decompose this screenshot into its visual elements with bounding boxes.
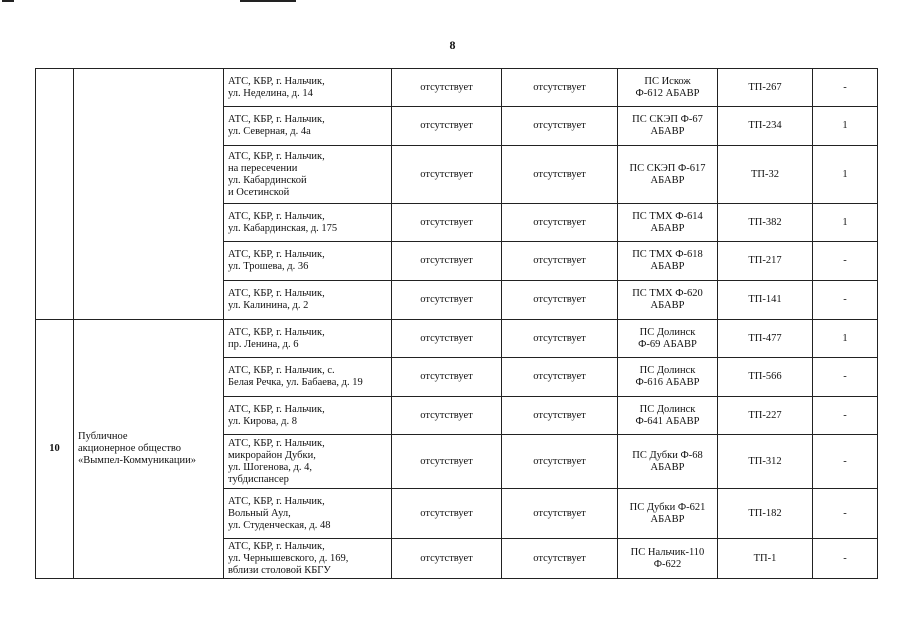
transformer-cell: ТП-227 bbox=[718, 397, 813, 435]
cell-line: ул. Чернышевского, д. 169, bbox=[228, 552, 349, 564]
address-cell bbox=[224, 489, 392, 539]
cell-line: ПС Дубки Ф-68 bbox=[632, 449, 703, 461]
status-cell: отсутствует bbox=[392, 146, 502, 204]
cell-line: АБАВР bbox=[650, 222, 685, 234]
cell-line: ПС ТМХ Ф-618 bbox=[632, 249, 703, 260]
cell-line: Ф-616 АБАВР bbox=[635, 377, 700, 388]
status-cell: отсутствует bbox=[502, 281, 618, 320]
status-cell: отсутствует bbox=[392, 107, 502, 146]
transformer-cell: ТП-267 bbox=[718, 69, 813, 107]
cell-line: Ф-612 АБАВР bbox=[635, 87, 700, 99]
transformer-cell: ТП-312 bbox=[718, 435, 813, 489]
cell-line: вблизи столовой КБГУ bbox=[228, 564, 331, 576]
status-cell: отсутствует bbox=[502, 146, 618, 204]
cell-line: Вольный Аул, bbox=[228, 507, 291, 519]
quantity-cell: 1 bbox=[813, 204, 878, 242]
cell-line: ПС Долинск bbox=[639, 403, 696, 415]
scan-mark-left bbox=[2, 0, 14, 2]
status-cell: отсутствует bbox=[392, 281, 502, 320]
address-cell bbox=[224, 435, 392, 489]
status-cell: отсутствует bbox=[502, 242, 618, 281]
address-cell bbox=[224, 539, 392, 579]
document-table bbox=[35, 68, 878, 579]
cell-line: и Осетинской bbox=[228, 186, 290, 198]
row-number-cell bbox=[36, 69, 74, 320]
substation-cell bbox=[618, 435, 718, 489]
address-cell bbox=[224, 397, 392, 435]
quantity-cell: - bbox=[813, 489, 878, 539]
organization-cell bbox=[74, 69, 224, 320]
quantity-cell: - bbox=[813, 539, 878, 579]
transformer-cell: ТП-566 bbox=[718, 358, 813, 397]
cell-line: ПС Искож bbox=[644, 75, 691, 87]
cell-line: ПС Нальчик-110 bbox=[630, 546, 705, 558]
cell-line: АТС, КБР, г. Нальчик, bbox=[228, 326, 325, 338]
cell-line: Ф-622 bbox=[653, 558, 682, 570]
status-cell: отсутствует bbox=[502, 320, 618, 358]
cell-line: ПС Долинск bbox=[639, 326, 696, 338]
cell-line: АБАВР bbox=[650, 174, 685, 186]
transformer-cell: ТП-382 bbox=[718, 204, 813, 242]
status-cell: отсутствует bbox=[502, 489, 618, 539]
status-cell: отсутствует bbox=[502, 397, 618, 435]
transformer-cell: ТП-234 bbox=[718, 107, 813, 146]
cell-line: ул. Неделина, д. 14 bbox=[228, 87, 313, 99]
cell-line: акционерное общество bbox=[78, 443, 182, 454]
substation-cell bbox=[618, 242, 718, 281]
cell-line: микрорайон Дубки, bbox=[228, 449, 316, 461]
quantity-cell: - bbox=[813, 397, 878, 435]
address-cell bbox=[224, 242, 392, 281]
quantity-cell: - bbox=[813, 358, 878, 397]
cell-line: Публичное bbox=[78, 431, 128, 442]
cell-line: АТС, КБР, г. Нальчик, bbox=[228, 288, 325, 299]
cell-line: ул. Калинина, д. 2 bbox=[228, 300, 309, 311]
status-cell: отсутствует bbox=[502, 107, 618, 146]
status-cell: отсутствует bbox=[392, 320, 502, 358]
cell-line: АБАВР bbox=[650, 261, 685, 272]
address-cell bbox=[224, 69, 392, 107]
substation-cell bbox=[618, 146, 718, 204]
cell-line: АТС, КБР, г. Нальчик, bbox=[228, 540, 325, 552]
cell-line: ул. Кабардинской bbox=[228, 174, 307, 186]
cell-line: ул. Кабардинская, д. 175 bbox=[228, 222, 338, 234]
cell-line: ПС Дубки Ф-621 bbox=[629, 501, 706, 513]
address-cell bbox=[224, 107, 392, 146]
address-cell bbox=[224, 204, 392, 242]
cell-line: ул. Студенческая, д. 48 bbox=[228, 519, 331, 531]
cell-line: ПС СКЭП Ф-67 bbox=[632, 114, 703, 125]
cell-line: АТС, КБР, г. Нальчик, bbox=[228, 114, 325, 125]
cell-line: ул. Трошева, д. 36 bbox=[228, 261, 309, 272]
cell-line: АТС, КБР, г. Нальчик, bbox=[228, 403, 325, 415]
address-cell bbox=[224, 358, 392, 397]
status-cell: отсутствует bbox=[392, 435, 502, 489]
cell-line: ПС ТМХ Ф-614 bbox=[632, 210, 703, 222]
substation-cell bbox=[618, 539, 718, 579]
cell-line: АБАВР bbox=[650, 300, 685, 311]
cell-line: Белая Речка, ул. Бабаева, д. 19 bbox=[228, 377, 363, 388]
address-cell bbox=[224, 320, 392, 358]
substation-cell bbox=[618, 358, 718, 397]
quantity-cell: - bbox=[813, 69, 878, 107]
cell-line: Ф-69 АБАВР bbox=[638, 338, 697, 350]
status-cell: отсутствует bbox=[392, 204, 502, 242]
quantity-cell: - bbox=[813, 435, 878, 489]
table-row bbox=[36, 320, 878, 358]
table-body bbox=[36, 69, 878, 579]
quantity-cell: 1 bbox=[813, 320, 878, 358]
status-cell: отсутствует bbox=[502, 69, 618, 107]
cell-line: «Вымпел-Коммуникации» bbox=[78, 455, 196, 466]
substation-cell bbox=[618, 397, 718, 435]
transformer-cell: ТП-182 bbox=[718, 489, 813, 539]
address-cell bbox=[224, 281, 392, 320]
page-number: 8 bbox=[449, 38, 456, 52]
cell-line: ул. Шогенова, д. 4, bbox=[228, 461, 313, 473]
quantity-cell: 1 bbox=[813, 107, 878, 146]
cell-line: АТС, КБР, г. Нальчик, bbox=[228, 495, 325, 507]
transformer-cell: ТП-1 bbox=[718, 539, 813, 579]
status-cell: отсутствует bbox=[502, 204, 618, 242]
status-cell: отсутствует bbox=[392, 397, 502, 435]
cell-line: АБАВР bbox=[650, 513, 685, 525]
cell-line: ул. Кирова, д. 8 bbox=[228, 415, 297, 427]
cell-line: АТС, КБР, г. Нальчик, с. bbox=[228, 365, 335, 376]
cell-line: Ф-641 АБАВР bbox=[635, 415, 700, 427]
substation-cell bbox=[618, 320, 718, 358]
status-cell: отсутствует bbox=[502, 539, 618, 579]
transformer-cell: ТП-477 bbox=[718, 320, 813, 358]
status-cell: отсутствует bbox=[392, 358, 502, 397]
cell-line: АТС, КБР, г. Нальчик, bbox=[228, 75, 325, 87]
status-cell: отсутствует bbox=[502, 358, 618, 397]
status-cell: отсутствует bbox=[392, 489, 502, 539]
quantity-cell: - bbox=[813, 281, 878, 320]
cell-line: ПС ТМХ Ф-620 bbox=[632, 288, 703, 299]
cell-line: АТС, КБР, г. Нальчик, bbox=[228, 210, 325, 222]
table-row bbox=[36, 69, 878, 107]
transformer-cell: ТП-32 bbox=[718, 146, 813, 204]
cell-line: АБАВР bbox=[650, 126, 685, 137]
cell-line: ПС СКЭП Ф-617 bbox=[629, 162, 706, 174]
cell-line: пр. Ленина, д. 6 bbox=[228, 338, 299, 350]
cell-line: АТС, КБР, г. Нальчик, bbox=[228, 437, 325, 449]
cell-line: тубдиспансер bbox=[228, 473, 289, 485]
substation-cell bbox=[618, 489, 718, 539]
scan-mark-center bbox=[240, 0, 296, 2]
cell-line: ПС Долинск bbox=[639, 365, 696, 376]
address-cell bbox=[224, 146, 392, 204]
organization-cell bbox=[74, 320, 224, 579]
quantity-cell: 1 bbox=[813, 146, 878, 204]
row-number-cell: 10 bbox=[36, 320, 74, 579]
transformer-cell: ТП-141 bbox=[718, 281, 813, 320]
substation-cell bbox=[618, 107, 718, 146]
substation-cell bbox=[618, 204, 718, 242]
status-cell: отсутствует bbox=[392, 242, 502, 281]
status-cell: отсутствует bbox=[392, 69, 502, 107]
cell-line: АБАВР bbox=[650, 461, 685, 473]
status-cell: отсутствует bbox=[392, 539, 502, 579]
cell-line: на пересечении bbox=[228, 162, 298, 174]
status-cell: отсутствует bbox=[502, 435, 618, 489]
cell-line: АТС, КБР, г. Нальчик, bbox=[228, 150, 325, 162]
cell-line: АТС, КБР, г. Нальчик, bbox=[228, 249, 325, 260]
substation-cell bbox=[618, 281, 718, 320]
transformer-cell: ТП-217 bbox=[718, 242, 813, 281]
substation-cell bbox=[618, 69, 718, 107]
cell-line: ул. Северная, д. 4а bbox=[228, 126, 311, 137]
quantity-cell: - bbox=[813, 242, 878, 281]
